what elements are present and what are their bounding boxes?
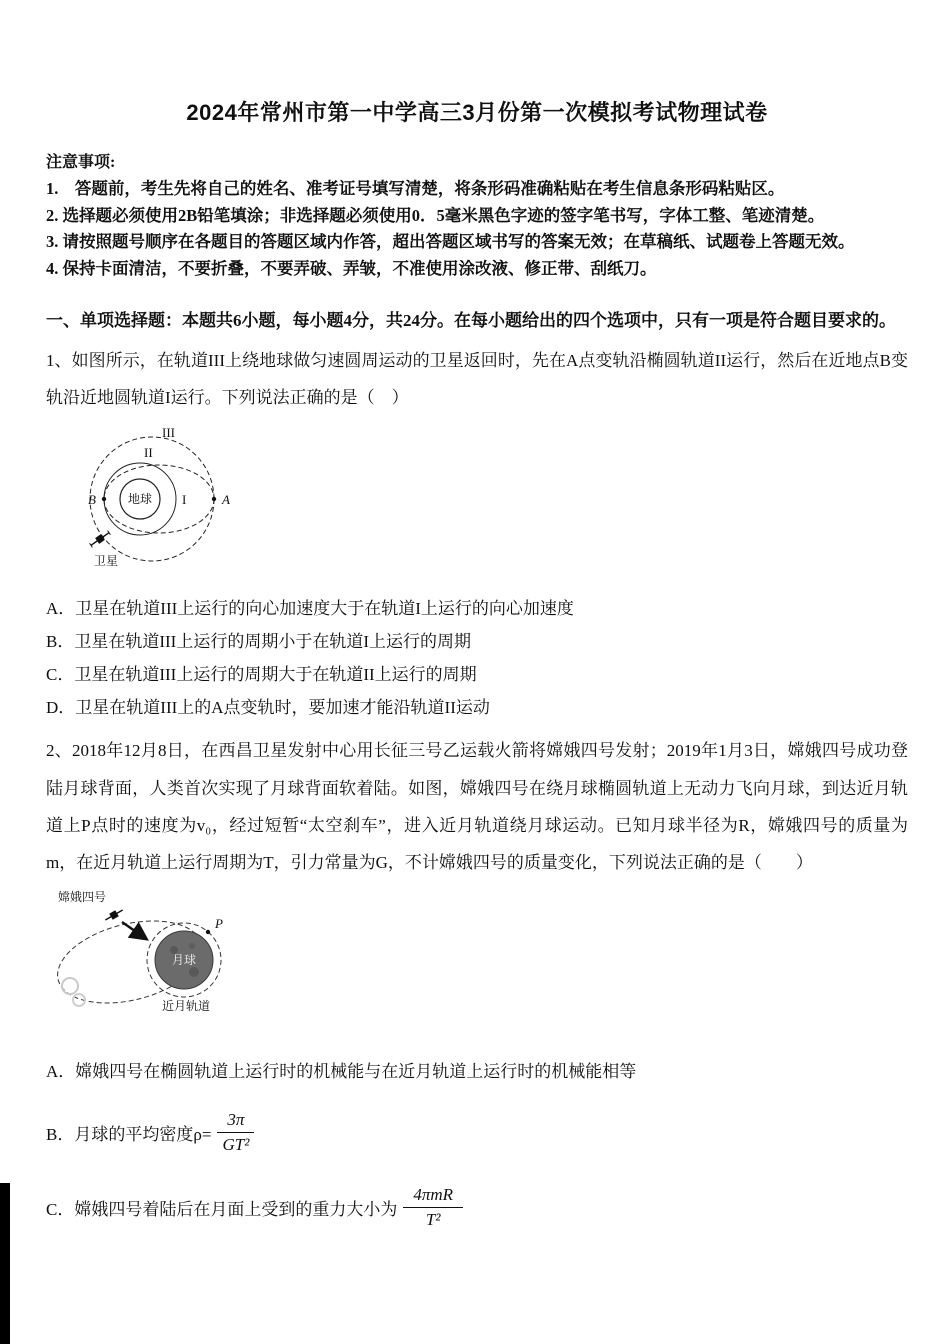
scan-smudge (62, 978, 78, 994)
fraction-denominator: GT² (222, 1134, 250, 1154)
question-1 (46, 342, 908, 724)
fraction-numerator: 4πmR (403, 1185, 463, 1208)
notice-item-2: 2. 选择题必须使用2B铅笔填涂；非选择题必须使用0．5毫米黑色字迹的签字笔书写，字体工整、笔迹清楚。 (46, 205, 825, 225)
point-b-label: B (88, 491, 96, 507)
fraction-numerator: 3π (217, 1110, 254, 1133)
q2-option-c-fraction (403, 1185, 463, 1230)
orbit-iii-label: III (162, 424, 175, 440)
scan-artifact-bar (0, 1183, 10, 1344)
orbit-i-label: I (182, 491, 187, 507)
q2-option-b (46, 1110, 908, 1155)
q2-option-c (46, 1185, 908, 1230)
notice-item-3: 3. 请按照题号顺序在各题目的答题区域内作答，超出答题区域书写的答案无效；在草稿纸、试题卷上答题无效。 (46, 232, 855, 252)
q1-stem: 1、如图所示，在轨道III上绕地球做匀速圆周运动的卫星返回时，先在A点变轨沿椭圆轨道II运行，然后在近地点B变轨沿近地圆轨道I运行。下列说法正确的是（ ） (46, 350, 908, 408)
fraction-denominator: T² (425, 1209, 441, 1229)
notices-heading: 注意事项: (46, 154, 116, 171)
notices-block (46, 151, 908, 283)
notice-item-1: 1. 答题前，考生先将自己的姓名、准考证号填写清楚，将条形码准确粘贴在考生信息条形码粘贴区。 (46, 178, 785, 198)
point-p-label: P (215, 915, 223, 931)
change4-label: 嫦娥四号 (58, 889, 107, 904)
q1-options (46, 592, 908, 725)
moon-crater (189, 943, 195, 949)
q2-stem: 2、2018年12月8日，在西昌卫星发射中心用长征三号乙运载火箭将嫦娥四号发射；2019年1月3日，嫦娥四号成功登陆月球背面，人类首次实现了月球背面软着陆。如图，嫦娥四号在绕月球椭圆轨道上无动力飞向月球，到达近月轨道上P点时的速度为v₀，经过短暂“太空刹车”，进入近月轨道绕月球运动。已知月球半径为R，嫦娥四号的质量为m，在近月轨道上运行周期为T，引力常量为G，不计嫦娥四号的质量变化，下列说法正确的是（ ） (46, 741, 908, 873)
q2-moon-diagram (52, 888, 257, 1016)
q2-options (46, 1055, 908, 1230)
notice-item-4: 4. 保持卡面清洁，不要折叠，不要弄破、弄皱，不准使用涂改液、修正带、刮纸刀。 (46, 258, 657, 278)
q2-option-c-prefix: C．嫦娥四号着陆后在月面上受到的重力大小为 (46, 1199, 398, 1219)
q2-figure (52, 888, 908, 1021)
moon-label: 月球 (171, 952, 197, 967)
q2-option-b-fraction (217, 1110, 254, 1155)
orbit-ii-label: II (144, 444, 153, 460)
point-p-dot (206, 930, 210, 934)
point-a-label: A (222, 491, 230, 507)
point-b-dot (102, 496, 106, 500)
q1-option-d: D．卫星在轨道III上的A点变轨时，要加速才能沿轨道II运动 (46, 698, 490, 718)
q1-option-b: B．卫星在轨道III上运行的周期小于在轨道I上运行的周期 (46, 631, 471, 651)
earth-label: 地球 (127, 491, 153, 506)
point-a-dot (212, 496, 216, 500)
trajectory-arrow-icon (122, 922, 145, 938)
q1-orbit-diagram (52, 423, 264, 573)
q2-option-a: A．嫦娥四号在椭圆轨道上运行时的机械能与在近月轨道上运行时的机械能相等 (46, 1061, 637, 1081)
q1-option-c: C．卫星在轨道III上运行的周期大于在轨道II上运行的周期 (46, 664, 477, 684)
change4-satellite-icon (104, 907, 125, 923)
question-2 (46, 732, 908, 1230)
exam-title: 2024年常州市第一中学高三3月份第一次模拟考试物理试卷 (186, 100, 768, 125)
satellite-label: 卫星 (94, 553, 119, 568)
q1-option-a: A．卫星在轨道III上运行的向心加速度大于在轨道I上运行的向心加速度 (46, 598, 574, 618)
satellite-icon (89, 529, 111, 547)
section-one-heading: 一、单项选择题：本题共6小题，每小题4分，共24分。在每小题给出的四个选项中，只有一项是符合题目要求的。 (46, 310, 896, 330)
near-moon-orbit-label: 近月轨道 (162, 998, 211, 1013)
q1-figure (52, 423, 908, 578)
moon-crater (189, 967, 199, 977)
q2-option-b-prefix: B．月球的平均密度ρ= (46, 1124, 212, 1144)
